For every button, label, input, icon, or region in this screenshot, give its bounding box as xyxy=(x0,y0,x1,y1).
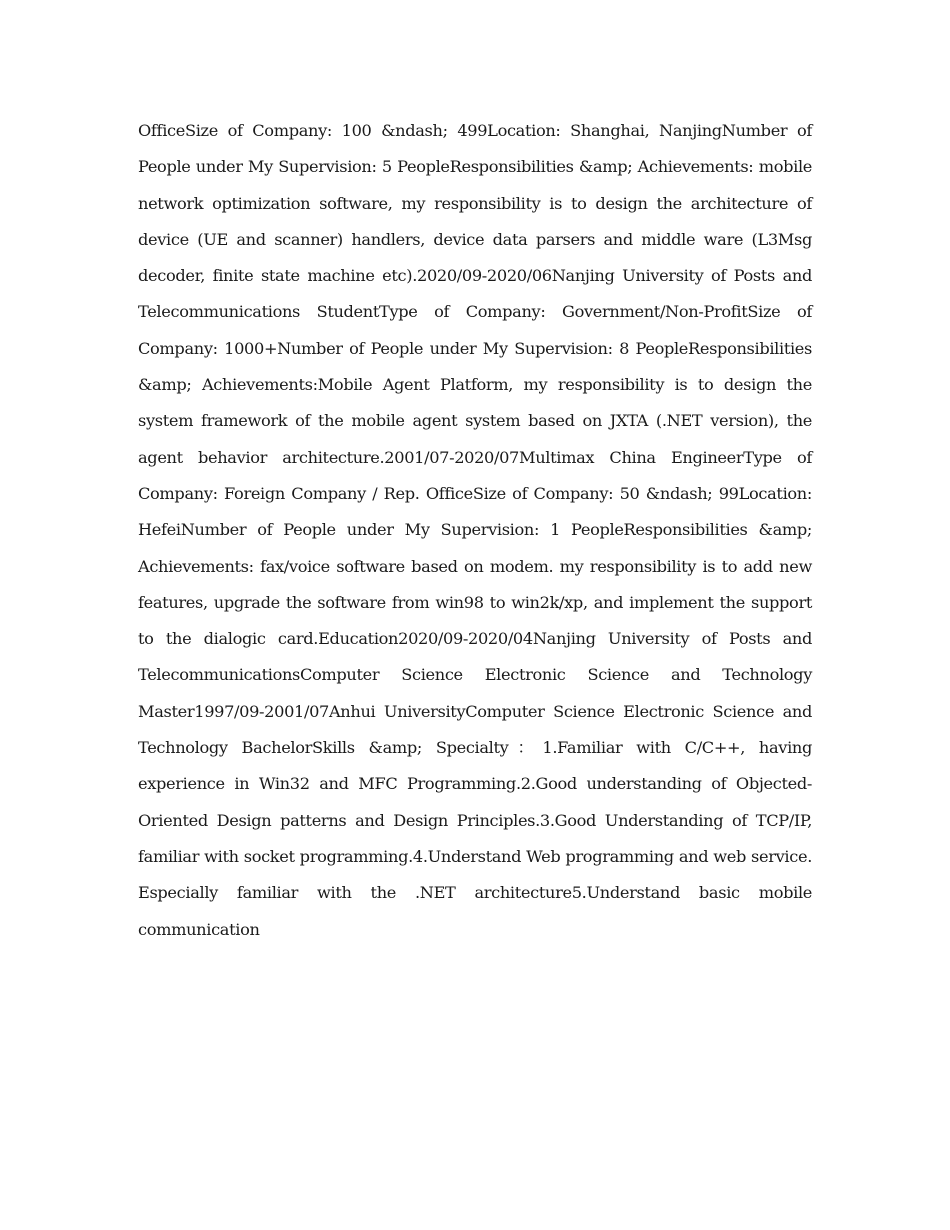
resume-body-text: OfficeSize of Company: 100 &ndash; 499Location: Shanghai, NanjingNumber of People under My Supervision: 5 PeopleResponsibilities &amp; Achievements: mobile network optimization software, my responsibility is to design the architecture of device (UE and scanner) handlers, device data parsers and middle ware (L3Msg decoder, finite state machine etc).2020/09-2020/06Nanjing University of Posts and Telecommunications StudentType of Company: Government/Non-ProfitSize of Company: 1000+Number of People under My Supervision: 8 PeopleResponsibilities &amp; Achievements:Mobile Agent Platform, my responsibility is to design the system framework of the mobile agent system based on JXTA (.NET version), the agent behavior architecture.2001/07-2020/07Multimax China EngineerType of Company: Foreign Company / Rep. OfficeSize of Company: 50 &ndash; 99Location: HefeiNumber of People under My Supervision: 1 PeopleResponsibilities &amp; Achievements: fax/voice software based on modem. my responsibility is to add new features, upgrade the software from win98 to win2k/xp, and implement the support to the dialogic card.Education2020/09-2020/04Nanjing University of Posts and TelecommunicationsComputer Science Electronic Science and Technology Master1997/09-2001/07Anhui UniversityComputer Science Electronic Science and Technology BachelorSkills &amp; Specialty：1.Familiar with C/C++, having experience in Win32 and MFC Programming.2.Good understanding of Objected-Oriented Design patterns and Design Principles.3.Good Understanding of TCP/IP, familiar with socket programming.4.Understand Web programming and web service. Especially familiar with the .NET architecture5.Understand basic mobile communication xyxy=(138,121,812,939)
